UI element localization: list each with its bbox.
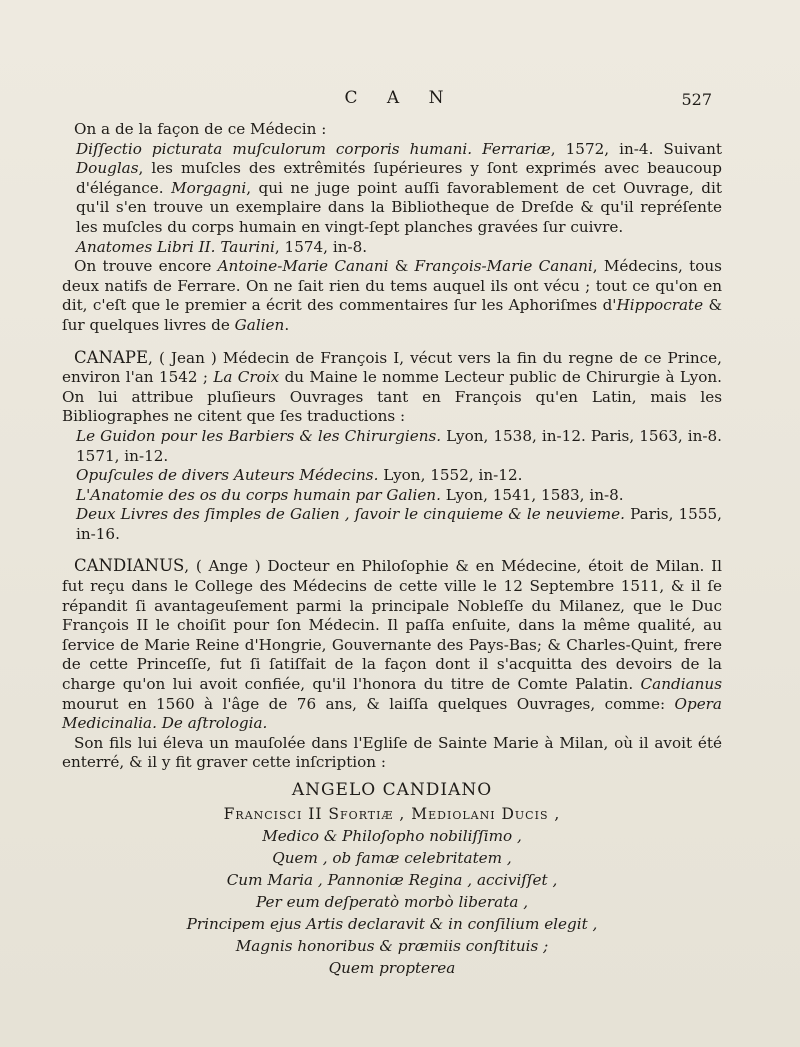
- inscription-title: ANGELO CANDIANO: [291, 780, 493, 800]
- dissectio-title: Diſſectio picturata muſculorum corporis humani. Ferrariæ: [76, 139, 551, 158]
- inscription-line: Cum Maria , Pannoniæ Regina , acciviſſet ,: [226, 871, 558, 889]
- inscription-line: Principem ejus Artis declaravit & in conſilium elegit ,: [186, 915, 598, 933]
- canape-work-4: Deux Livres des ſimples de Galien , ſavoir le cinquieme & le neuvieme. Paris, 1555, in-16.: [76, 505, 723, 543]
- canape-entry: CANAPE, ( Jean ) Médecin de François I, vécut vers la fin du regne de ce Prince, environ l'an 1542 ; La Croix du Maine le nomme Lecteur public de Chirurgie à Lyon. On lui attribue pluſieurs Ouvrages tant en François qu'en Latin, mais les Bibliographes ne citent que ſes traductions :: [62, 347, 722, 426]
- entry-heading-canape: CANAPE: [74, 347, 149, 367]
- douglas-name: Douglas: [76, 159, 139, 178]
- inscription-line: Medico & Philoſopho nobiliſſimo ,: [262, 827, 522, 845]
- morgagni-name: Morgagni: [171, 178, 247, 197]
- page-header: [0, 88, 800, 112]
- canani-paragraph: On trouve encore Antoine-Marie Canani & François-Marie Canani, Médecins, tous deux natifs de Ferrare. On ne ſait rien du tems auquel ils ont vécu ; tout ce qu'on en dit, c'eſt que le premier a écrit des commentaires ſur les Aphoriſmes d'Hippocrate & ſur quelques livres de Galien.: [62, 257, 723, 334]
- page-number: 527: [681, 90, 712, 109]
- inscription-line: Francisci II Sfortiæ , Mediolani Ducis ,: [223, 805, 561, 823]
- entry-heading-candianus: CANDIANUS: [74, 556, 185, 576]
- dissectio-paragraph: Diſſectio picturata muſculorum corporis humani. Ferrariæ, 1572, in-4. Suivant Douglas, les muſcles des extrêmités ſupérieures y ſont exprimés avec beaucoup d'élégance. Morgagni, qui ne juge point auſſi favorablement de cet Ouvrage, dit qu'il s'en trouve un exemplaire dans la Bibliotheque de Dreſde & qu'il repréſente les muſcles du corps humain en vingt-ſept planches gravées ſur cuivre.: [76, 139, 722, 236]
- page-body: [62, 120, 722, 979]
- canape-work-1: Le Guidon pour les Barbiers & les Chirurgiens. Lyon, 1538, in-12. Paris, 1563, in-8. 1571, in-12.: [76, 426, 722, 465]
- canape-work-2: Opuſcules de divers Auteurs Médecins. Lyon, 1552, in-12.: [76, 466, 523, 485]
- candianus-entry: CANDIANUS, ( Ange ) Docteur en Philoſophie & en Médecine, étoit de Milan. Il fut reçu dans le College des Médecins de cette ville le 12 Septembre 1511, & il ſe répandit ſi avantageuſement parmi la principale Nobleſſe du Milanez, que le Duc François II le choiſit pour ſon Médecin. Il paſſa enſuite, dans la même qualité, au ſervice de Marie Reine d'Hongrie, Gouvernante des Pays-Bas; & Charles-Quint, frere de cette Princeſſe, fut ſi ſatiſfait de la façon dont il s'acquitta des devoirs de la charge qu'on lui avoit confiée, qu'il l'honora du titre de Comte Palatin. Candianus mourut en 1560 à l'âge de 76 ans, & laiſſa quelques Ouvrages, comme: Opera Medicinalia. De aſtrologia.: [62, 556, 722, 733]
- anatomes-line: Anatomes Libri II. Taurini, 1574, in-8.: [76, 237, 368, 256]
- running-head: C A N: [344, 88, 456, 108]
- inscription-line: Per eum deſperatò morbò liberata ,: [255, 893, 529, 911]
- canape-work-3: L'Anatomie des os du corps humain par Galien. Lyon, 1541, 1583, in-8.: [76, 485, 624, 504]
- son-paragraph: Son fils lui éleva un mauſolée dans l'Egliſe de Sainte Marie à Milan, où il avoit été enterré, & il y fit graver cette inſcription :: [62, 733, 722, 772]
- inscription-line: Quem propterea: [328, 959, 456, 977]
- inscription-line: Magnis honoribus & præmiis conſtituis ;: [235, 937, 549, 955]
- inscription: [62, 779, 722, 979]
- intro-line: On a de la façon de ce Médecin :: [74, 120, 327, 138]
- inscription-line: Quem , ob famæ celebritatem ,: [272, 849, 512, 867]
